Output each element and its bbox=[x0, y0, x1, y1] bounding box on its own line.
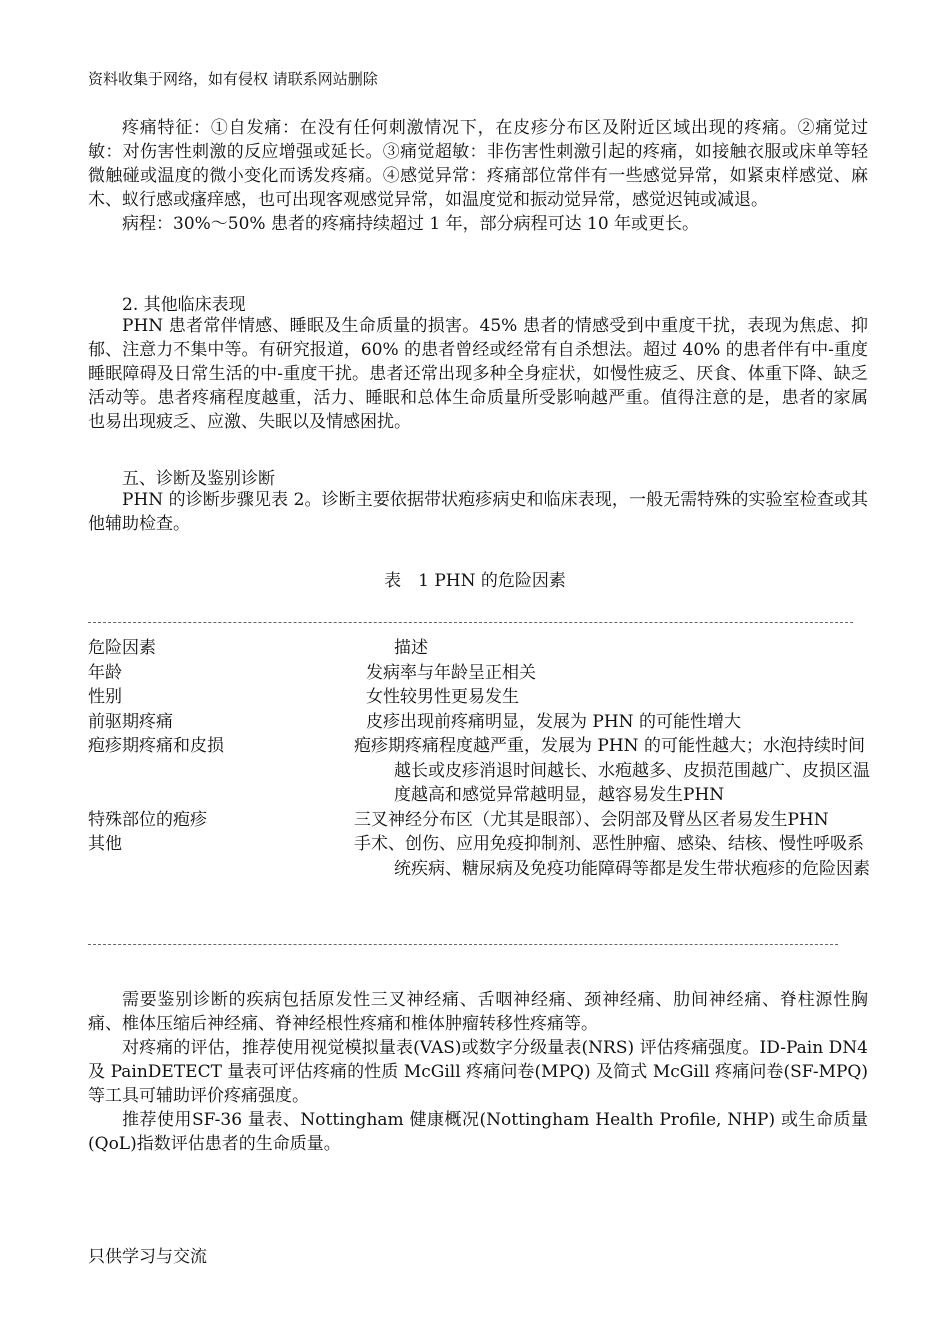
diagnosis-section bbox=[88, 488, 868, 536]
table-row bbox=[88, 661, 878, 686]
description-cell: 疱疹期疼痛程度越严重，发展为 PHN 的可能性越大；水泡持续时间越长或皮疹消退时间越长、水疱越多、皮损范围越广、皮损区温度越高和感觉异常越明显，越容易发生PHN bbox=[354, 736, 870, 805]
factor-cell: 性别 bbox=[88, 687, 122, 707]
description-cell: 女性较男性更易发生 bbox=[366, 687, 519, 707]
section-heading: 五、诊断及鉴别诊断 bbox=[122, 469, 275, 489]
description-cell: 发病率与年龄呈正相关 bbox=[366, 662, 536, 683]
paragraph: 对疼痛的评估，推荐使用视觉模拟量表(VAS)或数字分级量表(NRS) 评估疼痛强度。ID-Pain DN4 及 PainDETECT 量表可评估疼痛的性质 McGill 疼痛问卷(MPQ) 及简式 McGill 疼痛问卷(SF-MPQ)等工具可辅助评价疼痛强度。 bbox=[88, 1038, 868, 1106]
factor-cell: 年龄 bbox=[88, 662, 122, 683]
factor-cell: 前驱期疼痛 bbox=[88, 711, 173, 732]
table-caption: 表 1 PHN 的危险因素 bbox=[384, 571, 566, 591]
table-bottom-rule bbox=[88, 944, 838, 945]
table-top-rule bbox=[88, 622, 853, 623]
paragraph: 需要鉴别诊断的疾病包括原发性三叉神经痛、舌咽神经痛、颈神经痛、肋间神经痛、脊柱源性胸痛、椎体压缩后神经痛、脊神经根性疼痛和椎体肿瘤转移性疼痛等。 bbox=[88, 990, 868, 1034]
paragraph: PHN 患者常伴情感、睡眠及生命质量的损害。45% 患者的情感受到中重度干扰，表现为焦虑、抑郁、注意力不集中等。有研究报道，60% 的患者曾经或经常有自杀想法。超过 40% 的患者伴有中-重度睡眠障碍及日常生活的中-重度干扰。患者还常出现多种全身症状，如慢性疲乏、厌食、体重下降、缺乏活动等。患者疼痛程度越重，活力、睡眠和总体生命质量所受影响越严重。值得注意的是，患者的家属也易出现疲乏、应激、失眠以及情感困扰。 bbox=[88, 316, 868, 432]
table-row bbox=[88, 685, 878, 710]
pain-characteristics-section bbox=[88, 116, 868, 236]
paragraph: PHN 的诊断步骤见表 2。诊断主要依据带状疱疹病史和临床表现，一般无需特殊的实验室检查或其他辅助检查。 bbox=[88, 490, 868, 534]
risk-factor-table bbox=[88, 636, 878, 881]
table-row bbox=[88, 734, 878, 808]
column-header: 描述 bbox=[394, 638, 428, 658]
paragraph: 病程：30%～50% 患者的疼痛持续超过 1 年，部分病程可达 10 年或更长。 bbox=[122, 214, 700, 234]
factor-cell: 疱疹期疼痛和皮损 bbox=[88, 736, 224, 756]
page-header: 资料收集于网络，如有侵权 请联系网站删除 bbox=[88, 70, 378, 88]
table-header-row bbox=[88, 636, 878, 661]
section-heading: 2. 其他临床表现 bbox=[122, 295, 246, 315]
paragraph: 推荐使用SF-36 量表、Nottingham 健康概况(Nottingham Health Profile, NHP) 或生命质量(QoL)指数评估患者的生命质量。 bbox=[88, 1110, 868, 1154]
factor-cell: 其他 bbox=[88, 834, 122, 854]
column-header: 危险因素 bbox=[88, 638, 156, 658]
differential-diagnosis-section bbox=[88, 988, 868, 1156]
factor-cell: 特殊部位的疱疹 bbox=[88, 809, 207, 830]
table-row bbox=[88, 710, 878, 735]
table-row bbox=[88, 832, 878, 881]
other-manifestations-section bbox=[88, 314, 868, 434]
description-cell: 手术、创伤、应用免疫抑制剂、恶性肿瘤、感染、结核、慢性呼吸系统疾病、糖尿病及免疫功能障碍等都是发生带状疱疹的危险因素 bbox=[354, 834, 870, 879]
description-cell: 三叉神经分布区（尤其是眼部）、会阴部及臂丛区者易发生PHN bbox=[354, 809, 829, 830]
paragraph: 疼痛特征：①自发痛：在没有任何刺激情况下，在皮疹分布区及附近区域出现的疼痛。②痛觉过敏：对伤害性刺激的反应增强或延长。③痛觉超敏：非伤害性刺激引起的疼痛，如接触衣服或床单等轻微触碰或温度的微小变化而诱发疼痛。④感觉异常：疼痛部位常伴有一些感觉异常，如紧束样感觉、麻木、蚁行感或瘙痒感，也可出现客观感觉异常，如温度觉和振动觉异常，感觉迟钝或减退。 bbox=[88, 118, 868, 210]
description-cell: 皮疹出现前疼痛明显，发展为 PHN 的可能性增大 bbox=[366, 711, 741, 732]
table-row bbox=[88, 808, 878, 833]
page-footer: 只供学习与交流 bbox=[88, 1247, 207, 1267]
